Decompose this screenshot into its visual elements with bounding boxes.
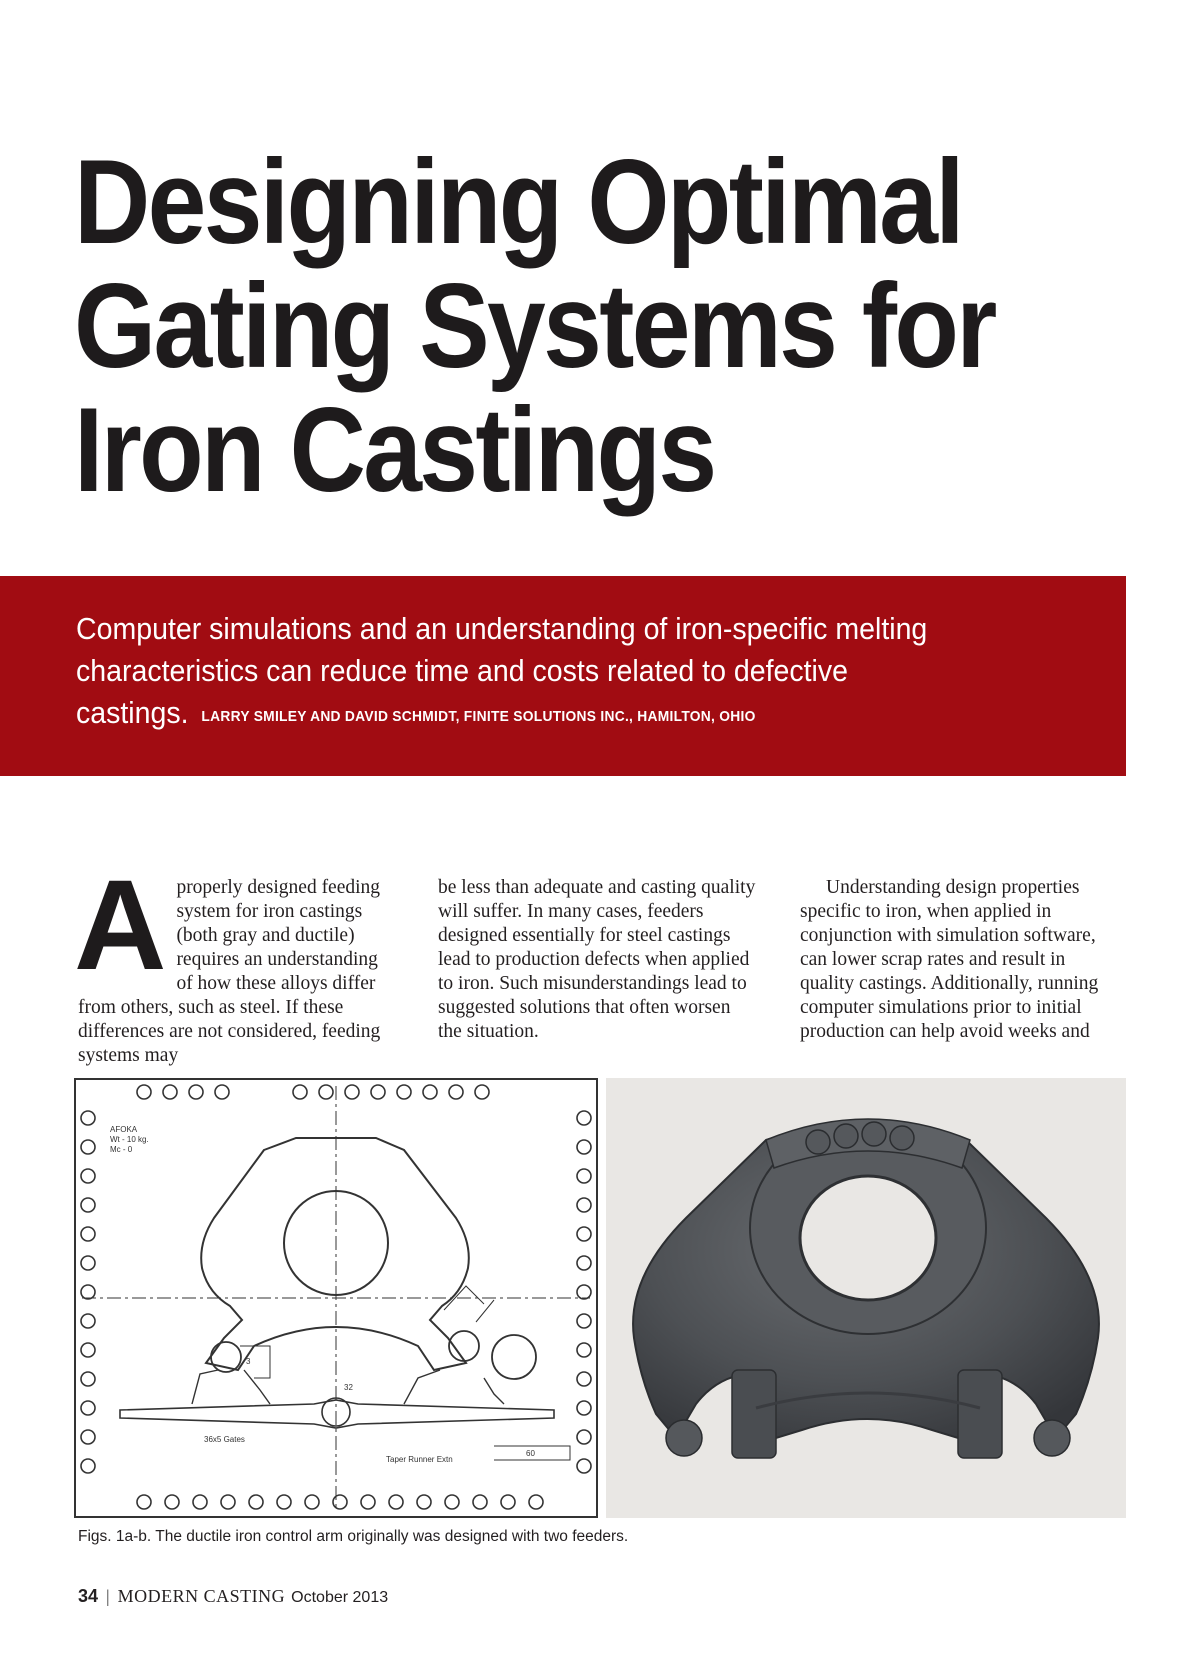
title-line-2: Gating Systems for (74, 259, 995, 393)
body-column-1 (74, 854, 396, 1068)
deck-text: Computer simulations and an understanding of iron-specific melting characteristics can reduce time and costs related to defective castings. (76, 611, 928, 730)
magazine-name: MODERN CASTING (117, 1586, 286, 1606)
article-title (74, 135, 1007, 517)
issue-date: October 2013 (291, 1589, 389, 1606)
byline: LARRY SMILEY AND DAVID SCHMIDT, FINITE SOLUTIONS INC., HAMILTON, OHIO (201, 708, 756, 725)
boss-left (666, 1420, 702, 1456)
leg-left (732, 1370, 776, 1458)
drawing-dim-32: 32 (344, 1383, 353, 1392)
drawing-gates-label: 36x5 Gates (204, 1435, 245, 1444)
casting-bore (800, 1176, 936, 1300)
title-line-1: Designing Optimal (74, 135, 962, 269)
figure-1a-drawing (74, 1078, 598, 1518)
drawing-note-2: Wt - 10 kg. (110, 1135, 149, 1144)
drawing-note-3: Mc - 0 (110, 1145, 133, 1154)
title-line-3: Iron Castings (74, 383, 715, 517)
drawing-dim-3: 3 (246, 1357, 251, 1366)
column-1-text: properly designed feeding system for iron castings (both gray and ductile) requires an understanding of how these alloys differ from others, such as steel. If these differences are not considered, feeding systems may (78, 877, 381, 1066)
body-column-2 (438, 876, 756, 1044)
page-footer (78, 1586, 388, 1607)
footer-separator: | (106, 1586, 110, 1606)
drawing-note-1: AFOKA (110, 1125, 138, 1134)
body-column-3 (800, 876, 1118, 1044)
figure-1b-photo (606, 1078, 1126, 1518)
drawing-dim-60: 60 (526, 1449, 535, 1458)
drop-cap: A (74, 854, 167, 997)
article-deck (76, 608, 1014, 738)
boss-right (1034, 1420, 1070, 1456)
column-3-text: Understanding design properties specific to iron, when applied in conjunction with simulation software, can lower scrap rates and result in quality castings. Additionally, running computer simulations prior to initial production can help avoid weeks and (800, 877, 1099, 1042)
leg-right (958, 1370, 1002, 1458)
figure-caption: Figs. 1a-b. The ductile iron control arm originally was designed with two feeders. (78, 1528, 629, 1545)
drawing-runner-label: Taper Runner Extn (386, 1455, 453, 1464)
page-number: 34 (78, 1586, 99, 1606)
column-2-text: be less than adequate and casting quality will suffer. In many cases, feeders designed essentially for steel castings lead to production defects when applied to iron. Such misunderstandings lead to suggested solutions that often worsen the situation. (438, 877, 756, 1042)
